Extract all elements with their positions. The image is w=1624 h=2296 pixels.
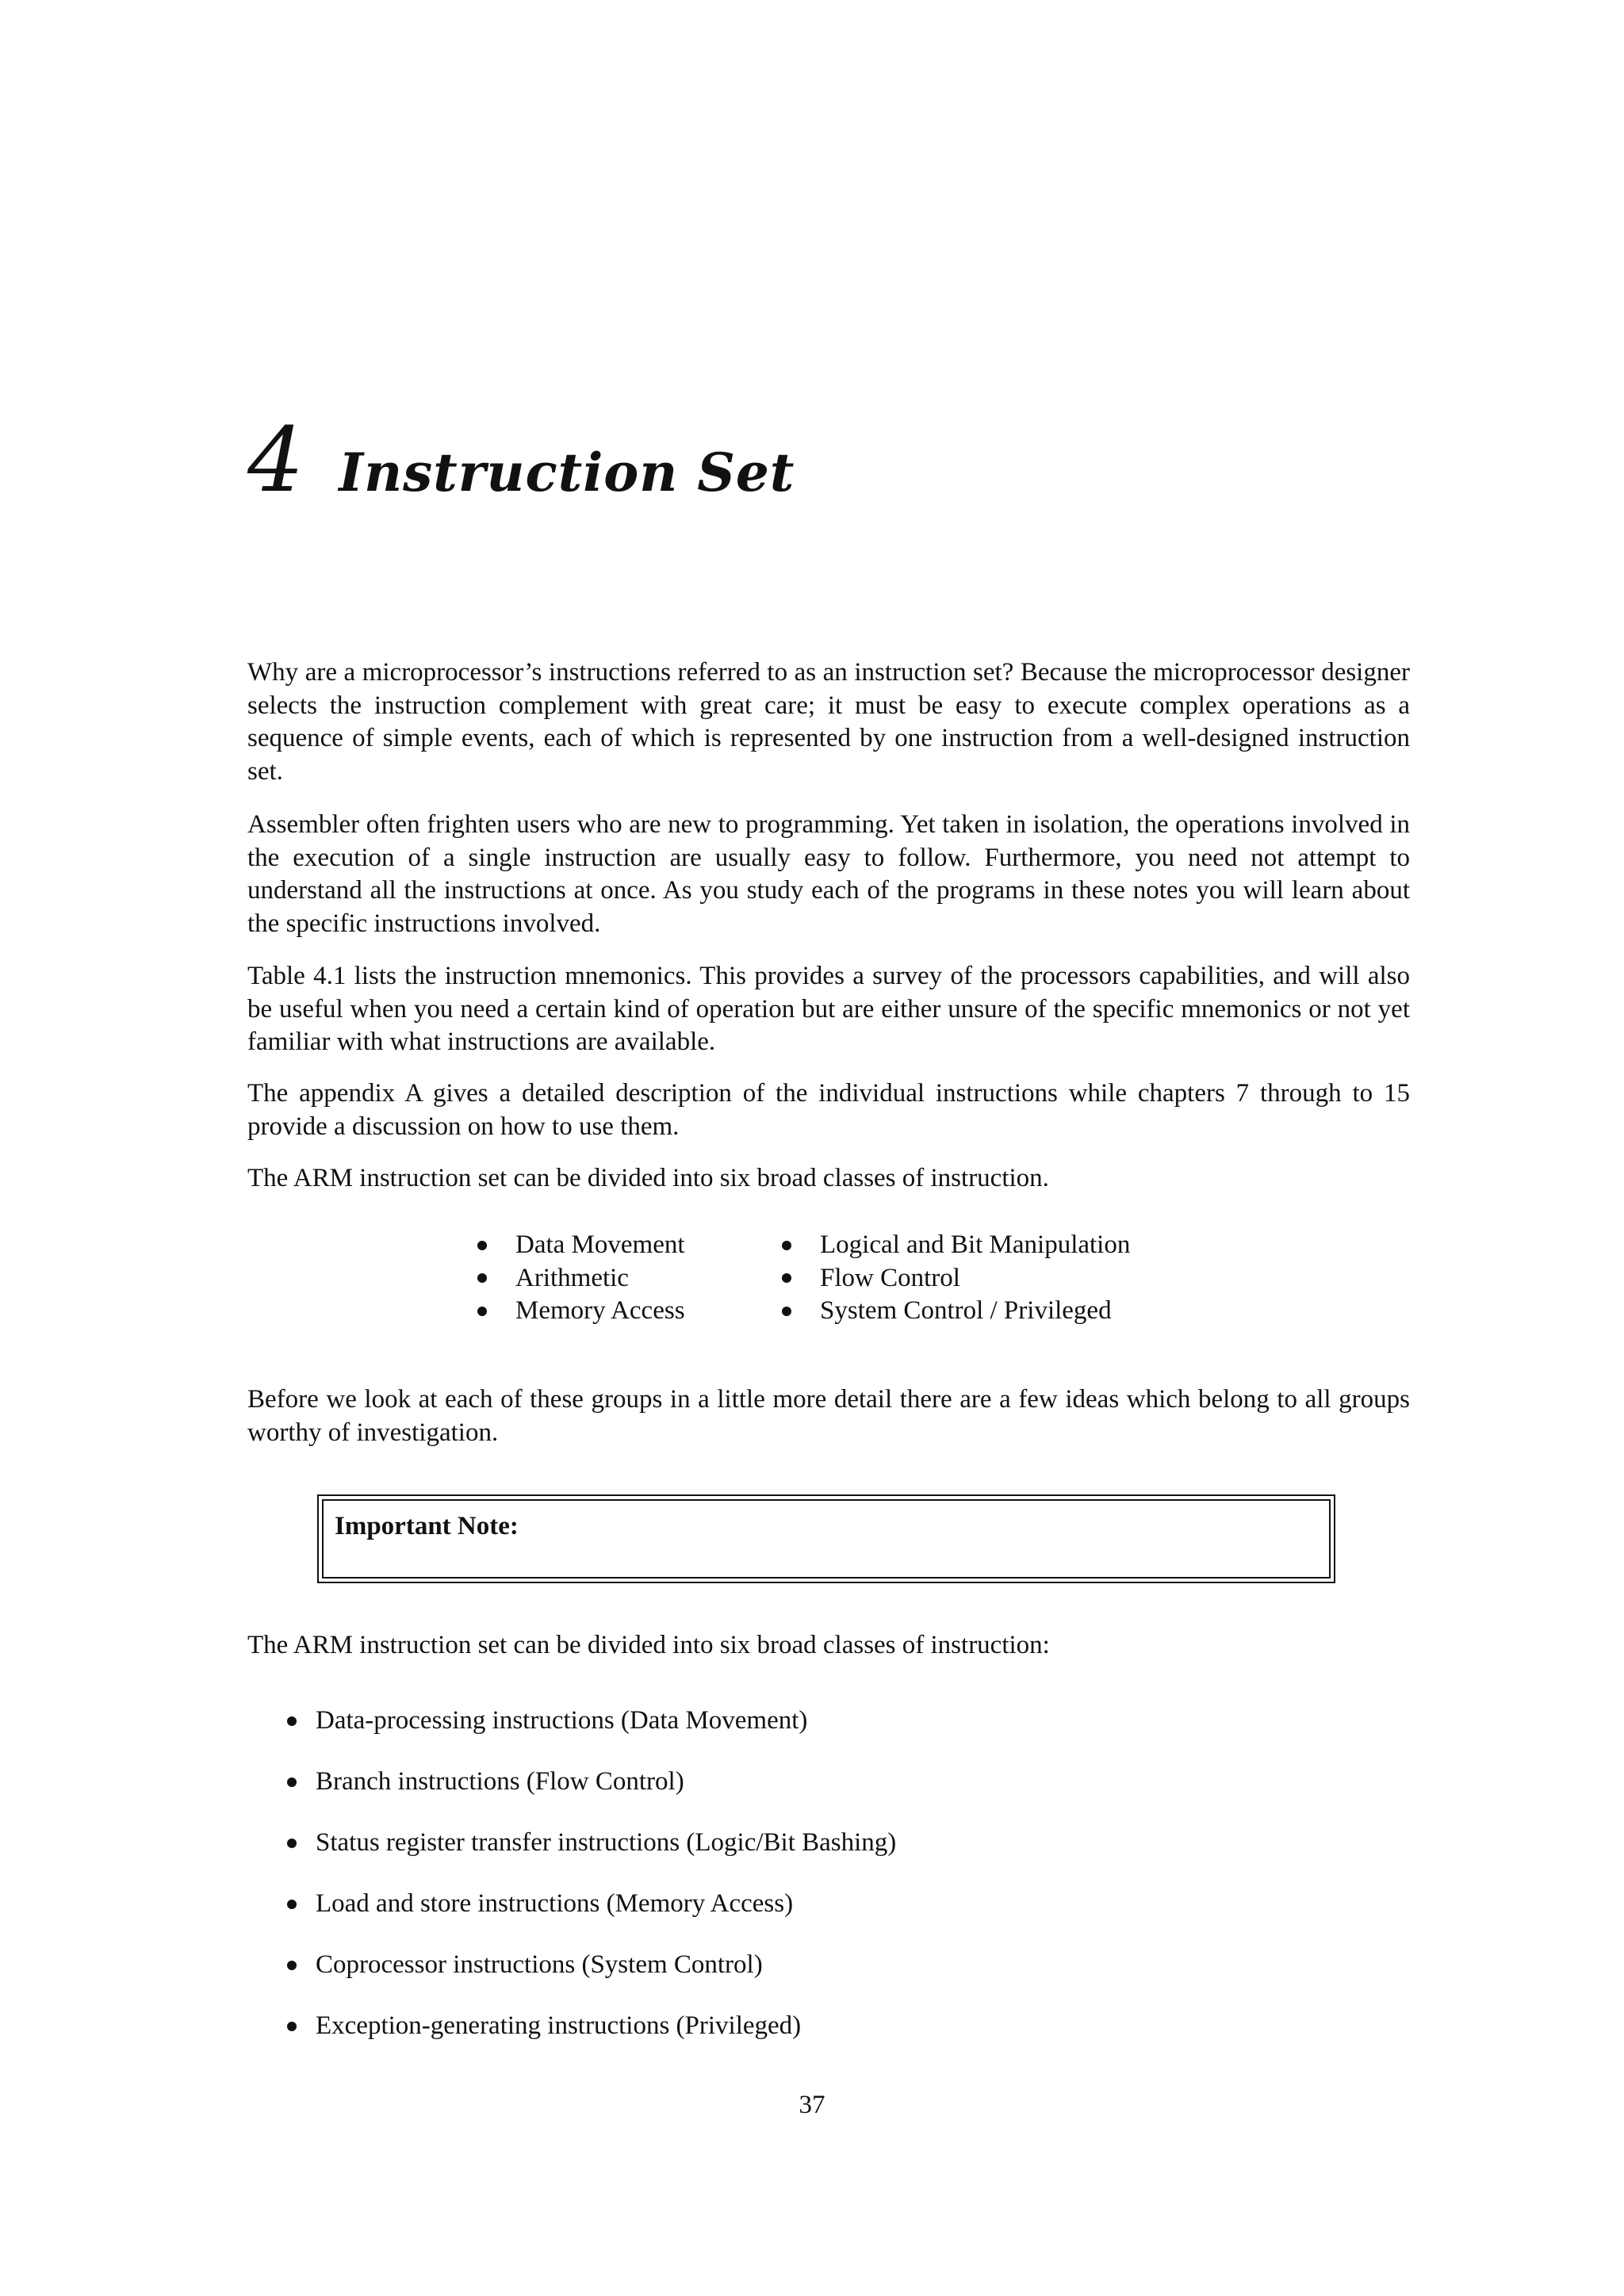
chapter-title: Instruction Set — [339, 442, 795, 503]
paragraph-six-classes: The ARM instruction set can be divided into six broad classes of instruction. — [247, 1164, 1049, 1192]
bullet-icon — [782, 1307, 791, 1316]
bullet-icon — [287, 1839, 297, 1848]
bullet-icon — [287, 1900, 297, 1909]
classes-column-right — [774, 1229, 1218, 1328]
list-item: Flow Control — [774, 1262, 1218, 1295]
important-note-box — [317, 1494, 1335, 1583]
list-item: Coprocessor instructions (System Control) — [287, 1949, 896, 1982]
bullet-icon — [477, 1241, 487, 1250]
list-item: System Control / Privileged — [774, 1295, 1218, 1328]
paragraph-groups: Before we look at each of these groups in a little more detail there are a few ideas which belong to all groups worthy of investigation. — [247, 1385, 1410, 1447]
bullet-icon — [782, 1241, 791, 1250]
bullet-icon — [477, 1273, 487, 1283]
list-item: Data Movement — [469, 1229, 774, 1262]
chapter-heading — [247, 409, 795, 519]
paragraph-intro: Why are a microprocessor’s instructions referred to as an instruction set? Because the microprocessor designer selects the instruction complement with great care; it must be easy to execute complex operations as a sequence of simple events, each of which is represented by one instruction from a well-designed instruction set. — [247, 658, 1410, 786]
list-item: Data-processing instructions (Data Movement) — [287, 1705, 896, 1738]
list-item: Status register transfer instructions (Logic/Bit Bashing) — [287, 1827, 896, 1860]
important-note-inner — [322, 1499, 1331, 1578]
list-item: Logical and Bit Manipulation — [774, 1229, 1218, 1262]
paragraph-six-classes-colon: The ARM instruction set can be divided into six broad classes of instruction: — [247, 1631, 1050, 1659]
important-note-title: Important Note: — [335, 1512, 519, 1540]
list-item: Memory Access — [469, 1295, 774, 1328]
list-item: Arithmetic — [469, 1262, 774, 1295]
bullet-icon — [287, 2022, 297, 2031]
instruction-classes-list — [469, 1229, 1218, 1328]
bullet-icon — [287, 1961, 297, 1970]
paragraph-table-ref: Table 4.1 lists the instruction mnemonics. This provides a survey of the processors capabilities, and will also be useful when you need a certain kind of operation but are either unsure of the specific mnemonics or not yet familiar with what instructions are available. — [247, 962, 1410, 1056]
bullet-icon — [782, 1273, 791, 1283]
list-item: Branch instructions (Flow Control) — [287, 1766, 896, 1799]
paragraph-appendix: The appendix A gives a detailed description of the individual instructions while chapters 7 through to 15 provide a discussion on how to use them. — [247, 1079, 1410, 1141]
list-item: Exception-generating instructions (Privileged) — [287, 2010, 896, 2043]
bullet-icon — [287, 1716, 297, 1726]
paragraph-assembler: Assembler often frighten users who are new to programming. Yet taken in isolation, the operations involved in the execution of a single instruction are usually easy to follow. Furthermore, you need not attempt to understand all the instructions at once. As you study each of the programs in these notes you will learn about the specific instructions involved. — [247, 810, 1410, 938]
chapter-number: 4 — [247, 409, 304, 512]
bullet-icon — [287, 1777, 297, 1787]
instruction-types-list — [287, 1705, 896, 2071]
list-item: Load and store instructions (Memory Access) — [287, 1888, 896, 1921]
classes-column-left — [469, 1229, 774, 1328]
bullet-icon — [477, 1307, 487, 1316]
page-number: 37 — [799, 2091, 825, 2119]
